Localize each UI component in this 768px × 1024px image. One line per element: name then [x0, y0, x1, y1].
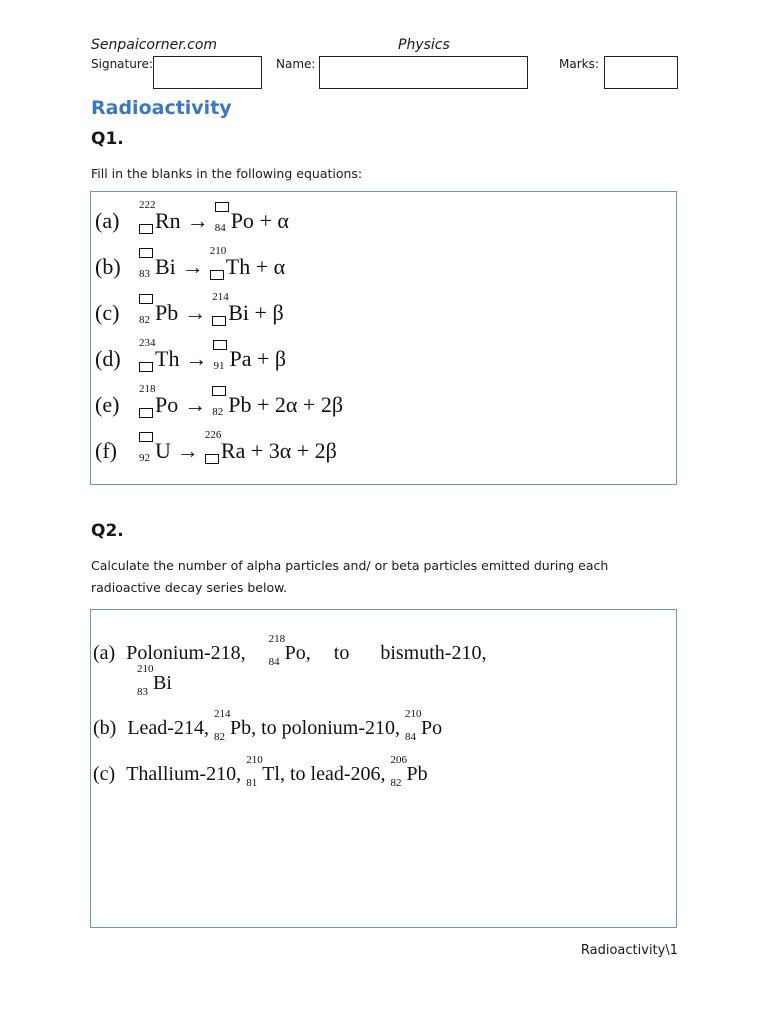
marks-field[interactable]: [604, 56, 678, 89]
element-symbol: Pa: [229, 346, 252, 371]
atomic-number: 92: [139, 452, 150, 464]
blank-box[interactable]: [210, 270, 224, 280]
parent-name: Polonium-218,: [126, 642, 246, 664]
element-symbol: Ra: [220, 438, 246, 463]
atomic-number: 82: [212, 406, 224, 418]
atomic-number: 83: [139, 268, 150, 280]
element-symbol: Th: [225, 254, 251, 279]
element-symbol: Pb,: [229, 717, 257, 739]
page-footer: Radioactivity\1: [580, 943, 678, 958]
element-symbol: Tl,: [262, 763, 285, 785]
atomic-number: 82: [213, 731, 225, 743]
atomic-number: 82: [390, 777, 402, 789]
mass-number: 210: [404, 708, 422, 720]
decay-item-a-daughter: [137, 663, 172, 698]
atomic-number: 84: [214, 222, 226, 234]
atomic-number: 83: [137, 686, 148, 698]
element-symbol: Pb: [406, 763, 428, 785]
to-word: to: [333, 642, 350, 664]
equation-a: [95, 199, 289, 234]
decay-item-b: [93, 708, 443, 743]
mass-number: 210: [137, 663, 154, 675]
signature-field[interactable]: [153, 56, 262, 89]
equation-tail: + β: [256, 346, 287, 371]
item-label: (b): [93, 717, 117, 739]
atomic-number: 84: [404, 731, 416, 743]
equation-f: [95, 429, 337, 464]
equation-tail: + α: [255, 254, 286, 279]
parent-name: Thallium-210,: [126, 763, 242, 785]
q1-equation-panel: [90, 191, 677, 485]
decay-item-a: [93, 633, 487, 668]
site-name: Senpaicorner.com: [91, 37, 218, 53]
equation-tail: + α: [259, 208, 289, 233]
arrow-icon: →: [184, 300, 207, 325]
blank-box[interactable]: [139, 248, 153, 258]
mass-number: 222: [139, 199, 156, 211]
element-symbol: Po,: [284, 642, 311, 664]
q2-heading: Q2.: [91, 521, 124, 541]
equation-label: (d): [95, 346, 121, 371]
mass-number: 226: [204, 429, 222, 441]
mass-number: 210: [209, 245, 227, 257]
q2-instruction-line1: Calculate the number of alpha particles and/ or beta particles emitted during each: [91, 558, 609, 573]
blank-box[interactable]: [212, 316, 226, 326]
marks-label: Marks:: [559, 57, 599, 71]
blank-box[interactable]: [205, 454, 219, 464]
element-symbol: Th: [155, 346, 180, 371]
mass-number: 218: [139, 383, 156, 395]
blank-box[interactable]: [139, 224, 153, 234]
element-symbol: Pb: [155, 300, 179, 325]
atomic-number: 91: [213, 360, 225, 372]
arrow-icon: →: [185, 346, 208, 371]
item-label: (c): [93, 763, 116, 785]
name-label: Name:: [276, 57, 316, 71]
element-symbol: Bi: [153, 672, 172, 694]
blank-box[interactable]: [215, 202, 229, 212]
equation-b: [95, 245, 286, 280]
blank-box[interactable]: [213, 340, 227, 350]
equation-label: (a): [95, 208, 120, 233]
page-title: Radioactivity: [91, 97, 232, 119]
element-symbol: Po: [420, 717, 443, 739]
blank-box[interactable]: [139, 432, 153, 442]
q2-instruction-line2: radioactive decay series below.: [91, 580, 288, 595]
arrow-icon: →: [176, 438, 199, 463]
element-symbol: Po: [230, 208, 254, 233]
blank-box[interactable]: [139, 408, 153, 418]
mass-number: 218: [268, 633, 286, 645]
element-symbol: Pb: [228, 392, 252, 417]
equation-d: [95, 337, 287, 372]
signature-label: Signature:: [91, 57, 153, 71]
equation-label: (c): [95, 300, 120, 325]
q1-instruction: Fill in the blanks in the following equations:: [91, 166, 363, 181]
blank-box[interactable]: [212, 386, 226, 396]
element-symbol: Bi: [228, 300, 250, 325]
blank-box[interactable]: [139, 362, 153, 372]
daughter-name: to polonium-210,: [261, 717, 400, 739]
equation-c: [95, 291, 284, 326]
equation-label: (e): [95, 392, 120, 417]
element-symbol: U: [155, 438, 171, 463]
arrow-icon: →: [181, 254, 204, 279]
decay-item-c: [93, 754, 428, 789]
equation-tail: + 2α + 2β: [257, 392, 344, 417]
equation-tail: + 3α + 2β: [250, 438, 337, 463]
atomic-number: 84: [268, 656, 280, 668]
mass-number: 206: [390, 754, 407, 766]
mass-number: 214: [212, 291, 229, 303]
item-label: (a): [93, 642, 116, 664]
daughter-name: to lead-206,: [289, 763, 386, 785]
equation-e: [95, 383, 344, 418]
mass-number: 210: [246, 754, 263, 766]
q2-answer-panel[interactable]: [90, 609, 677, 928]
mass-number: 214: [213, 708, 231, 720]
parent-name: Lead-214,: [127, 717, 209, 739]
mass-number: 234: [139, 337, 156, 349]
atomic-number: 81: [246, 777, 258, 789]
name-field[interactable]: [319, 56, 528, 89]
arrow-icon: →: [186, 208, 209, 233]
daughter-name: bismuth-210,: [380, 642, 487, 664]
arrow-icon: →: [184, 392, 207, 417]
element-symbol: Bi: [155, 254, 176, 279]
subject-label: Physics: [398, 37, 450, 53]
equation-label: (b): [95, 254, 121, 279]
element-symbol: Po: [155, 392, 179, 417]
equation-tail: + β: [254, 300, 284, 325]
element-symbol: Rn: [155, 208, 181, 233]
q1-heading: Q1.: [91, 129, 124, 149]
equation-label: (f): [95, 438, 117, 463]
atomic-number: 82: [139, 314, 150, 326]
blank-box[interactable]: [139, 294, 153, 304]
